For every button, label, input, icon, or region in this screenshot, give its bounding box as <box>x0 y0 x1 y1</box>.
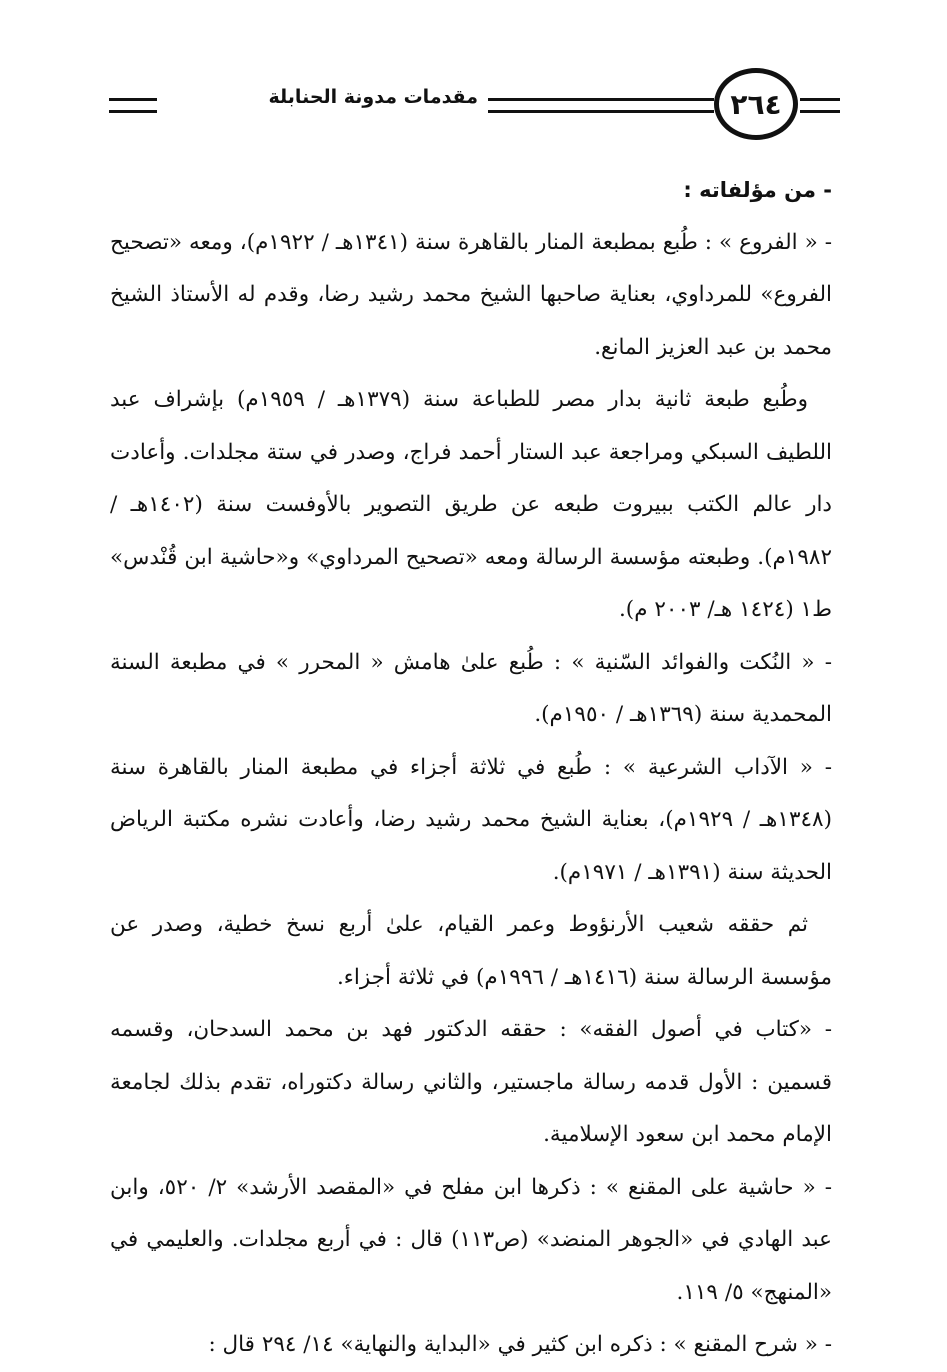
paragraph-furu: - « الفروع » : طُبع بمطبعة المنار بالقاهرة سنة (١٣٤١هـ / ١٩٢٢م)، ومعه «تصحيح الفروع» للمرداوي، بعناية صاحبها الشيخ محمد رشيد رضا، وقدم له الأستاذ الشيخ محمد بن عبد العزيز المانع. <box>110 229 832 360</box>
paragraph-adab: - « الآداب الشرعية » : طُبع في ثلاثة أجزاء في مطبعة المنار بالقاهرة سنة (١٣٤٨هـ / ١٩٢٩م)، بعناية الشيخ محمد رشيد رضا، وأعادت نشره مكتبة الرياض الحديثة سنة (١٣٩١هـ / ١٩٧١م). <box>110 754 832 885</box>
paragraph-sharh: - « شرح المقنع » : ذكره ابن كثير في «البداية والنهاية» ١٤/ ٢٩٤ قال : <box>208 1332 832 1357</box>
paragraph-adab-edition: ثم حققه شعيب الأرنؤوط وعمر القيام، علىٰ أربع نسخ خطية، وصدر عن مؤسسة الرسالة سنة (١٤١٦هـ / ١٩٩٦م) في ثلاثة أجزاء. <box>110 912 832 990</box>
page-number: ٢٦٤ <box>714 68 798 140</box>
paragraph-furu-second-edition: وطُبع طبعة ثانية بدار مصر للطباعة سنة (١٣٧٩هـ / ١٩٥٩م) بإشراف عبد اللطيف السبكي ومراجعة عبد الستار أحمد فراج، وصدر في ستة مجلدات. وأعادت دار عالم الكتب ببيروت طبعه عن طريق التصوير بالأوفست سنة (١٤٠٢هـ / ١٩٨٢م). وطبعته مؤسسة الرسالة ومعه «تصحيح المرداوي» و«حاشية ابن قُنْدس» ط١ (١٤٢٤ هـ/ ٢٠٠٣ م). <box>110 387 833 622</box>
header-rule-middle <box>488 98 714 113</box>
paragraph-hashiya: - « حاشية على المقنع » : ذكرها ابن مفلح في «المقصد الأرشد» ٢/ ٥٢٠، وابن عبد الهادي في «الجوهر المنضد» (ص١١٣) قال : في أربع مجلدات. والعليمي في «المنهج» ٥/ ١١٩. <box>110 1174 833 1305</box>
header-rule-left <box>109 98 157 113</box>
paragraph-nukat: - « النُكت والفوائد السّنية » : طُبع علىٰ هامش « المحرر » في مطبعة السنة المحمدية سنة (١٣٦٩هـ / ١٩٥٠م). <box>110 649 832 727</box>
section-heading: - من مؤلفاته : <box>683 178 832 202</box>
page-header <box>95 62 840 152</box>
paragraph-usul: - «كتاب في أصول الفقه» : حققه الدكتور فهد بن محمد السدحان، وقسمه قسمين : الأول قدمه رسالة ماجستير، والثاني رسالة دكتوراه، تقدم بذلك لجامعة الإمام محمد ابن سعود الإسلامية. <box>110 1017 832 1147</box>
running-title: مقدمات مدونة الحنابلة <box>268 86 478 108</box>
page-body <box>110 164 832 1372</box>
header-rule-right <box>800 98 840 113</box>
